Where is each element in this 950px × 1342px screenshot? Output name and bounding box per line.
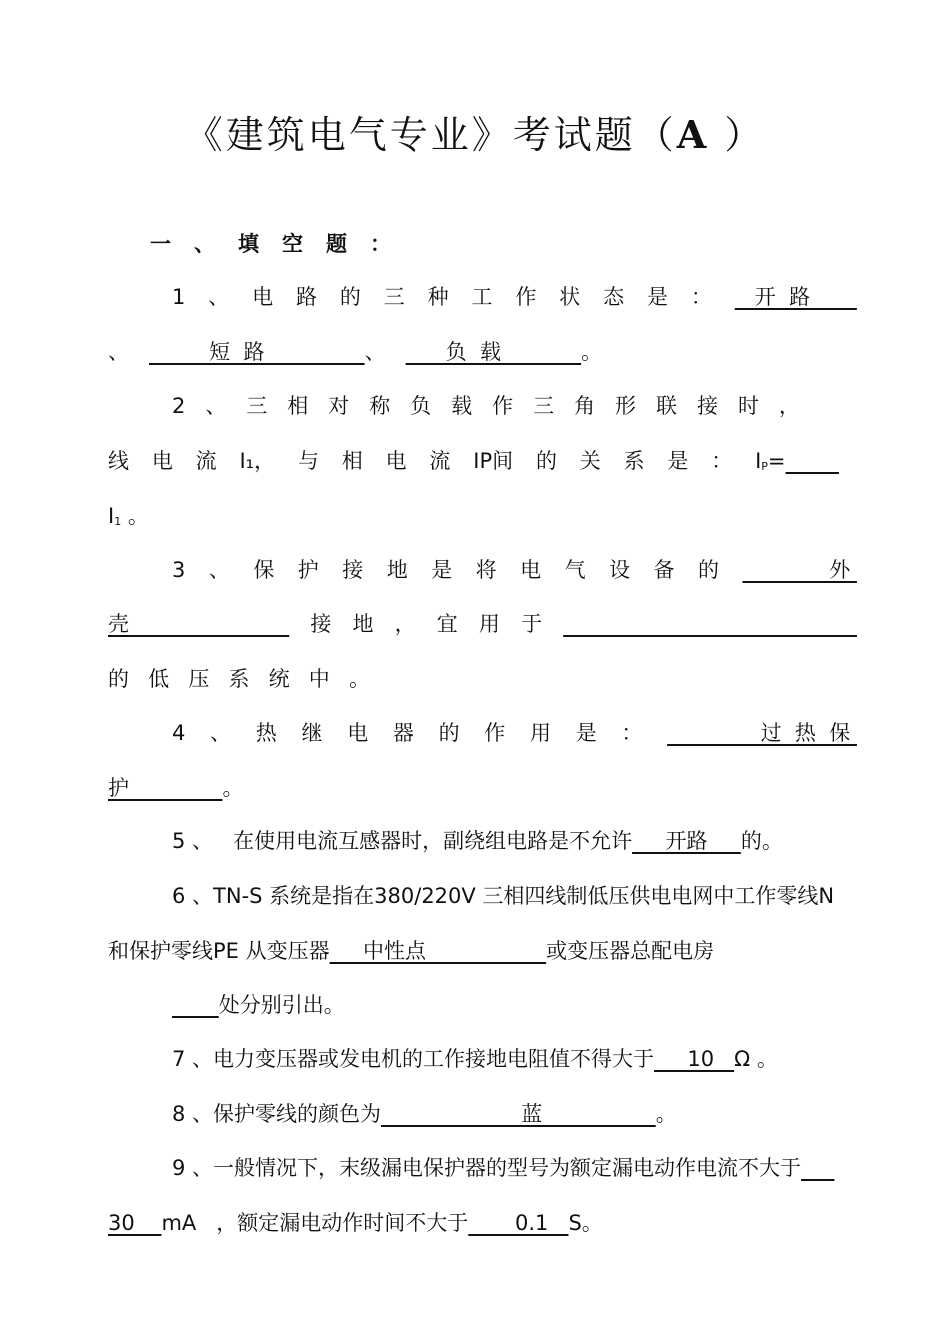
q2-formula: $I_P=$: [755, 447, 839, 481]
title-letter: A: [676, 112, 710, 157]
q9-answer-blank: [801, 1156, 834, 1180]
q3-answer-part2: 壳: [108, 612, 290, 636]
q5-line: 5 、 在使用电流互感器时，副绕组电路是不允许 开路 的。: [172, 829, 783, 853]
q4-answer-part2: 护: [108, 776, 223, 800]
q1-answer-1: 开 路: [734, 285, 857, 309]
q3-line3: 的 低 压 系 统 中 。: [108, 667, 370, 691]
document-title: [0, 104, 950, 159]
q5-answer: 开路: [632, 829, 741, 853]
q6-answer-blank: [172, 993, 219, 1017]
q1-answer-2: 短 路: [149, 340, 365, 364]
title-close: ）: [709, 113, 766, 157]
q2-line2: 线 电 流 I₁， 与 相 电 流 IP间 的 关 系 是 ： $I_P=$: [108, 447, 839, 481]
q3-answer-blank: [563, 610, 857, 638]
q1-line1: 1 、 电 路 的 三 种 工 作 状 态 是 ： 开 路: [172, 285, 857, 309]
q6-answer: 中性点: [329, 939, 547, 963]
q4-answer-part1: 过 热 保: [667, 721, 857, 745]
q9-line1: 9 、一般情况下，末级漏电保护器的型号为额定漏电动作电流不大于: [172, 1154, 857, 1182]
section-heading: 一、填空题：: [150, 232, 414, 256]
q6-line3: 处分别引出。: [172, 991, 857, 1019]
q1-line2: 、 短 路 、 负 载 。: [108, 340, 603, 364]
q4-line2: 护 。: [108, 776, 244, 800]
q7-line: 7 、电力变压器或发电机的工作接地电阻值不得大于 10 Ω 。: [172, 1047, 778, 1071]
q3-line1: 3 、 保 护 接 地 是 将 电 气 设 备 的 外: [172, 558, 857, 582]
q2-answer-blank: [786, 449, 839, 473]
q4-line1: 4 、 热 继 电 器 的 作 用 是 ： 过 热 保: [172, 721, 857, 745]
q3-answer-part1: 外: [742, 558, 857, 582]
title-text: 《建筑电气专业》考试题（: [184, 113, 677, 157]
q9-line2: 30 mA ，额定漏电动作时间不大于 0.1 S。: [108, 1211, 603, 1235]
q6-line1: 6 、TN-S 系统是指在380/220V 三相四线制低压供电电网中工作零线N: [172, 884, 835, 908]
q9-answer-1: 30: [108, 1211, 162, 1235]
q2-line3: $I_1$ 。: [108, 504, 149, 528]
q1-answer-3: 负 载: [405, 340, 582, 364]
q3-line2: 壳 接 地 ， 宜 用 于: [108, 610, 857, 638]
q9-answer-2: 0.1: [468, 1211, 569, 1235]
q8-line: 8 、保护零线的颜色为 蓝 。: [172, 1102, 677, 1126]
q7-answer: 10: [654, 1047, 735, 1071]
q8-answer: 蓝: [381, 1102, 656, 1126]
q6-line2: 和保护零线PE 从变压器 中性点 或变压器总配电房: [108, 939, 715, 963]
q2-line1: 2 、 三 相 对 称 负 载 作 三 角 形 联 接 时 ，: [172, 394, 800, 418]
